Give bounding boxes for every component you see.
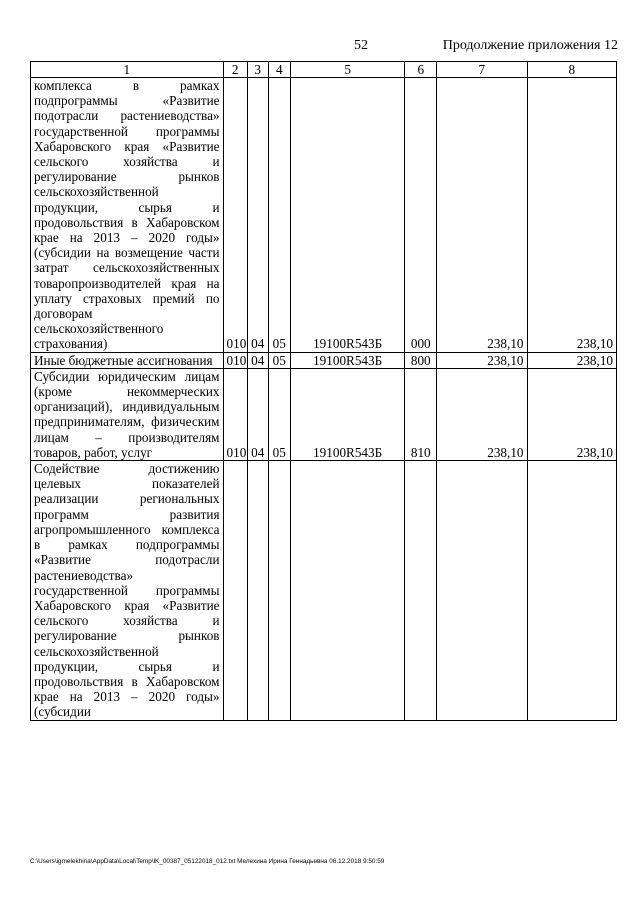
target-article-code: 19100R543Б xyxy=(290,368,405,460)
expense-type-code xyxy=(405,461,437,720)
table-row xyxy=(31,352,617,368)
appendix-continuation-note: Продолжение приложения 12 xyxy=(442,38,618,53)
row-description: Субсидии юридическим лицам (кроме некоммерческих организаций), индивидуальным предпринимателям, физическим лицам – производителям товаров, работ, услуг xyxy=(31,368,224,460)
amount-col8: 238,10 xyxy=(527,352,617,368)
column-header: 4 xyxy=(268,62,290,78)
amount-col8: 238,10 xyxy=(527,78,617,353)
table-row xyxy=(31,78,617,353)
table-header-row xyxy=(31,62,617,78)
expense-type-code: 810 xyxy=(405,368,437,460)
ministry-code: 010 xyxy=(223,352,247,368)
column-header: 2 xyxy=(223,62,247,78)
subsection-code xyxy=(268,461,290,720)
ministry-code xyxy=(223,461,247,720)
ministry-code: 010 xyxy=(223,78,247,353)
table-row xyxy=(31,368,617,460)
amount-col7 xyxy=(437,461,527,720)
column-header: 7 xyxy=(437,62,527,78)
amount-col7: 238,10 xyxy=(437,352,527,368)
expense-type-code: 800 xyxy=(405,352,437,368)
subsection-code: 05 xyxy=(268,78,290,353)
row-description: Содействие достижению целевых показателей реализации региональных программ развития агропромышленного комплекса в рамках подпрограммы «Развитие подотрасли растениеводства» государственной программы Хабаровского края «Развитие сельского хозяйства и регулирование рынков сельскохозяйственной продукции, сырья и продовольствия в Хабаровском крае на 2013 – 2020 годы» (субсидии xyxy=(31,461,224,720)
column-header: 5 xyxy=(290,62,405,78)
section-code: 04 xyxy=(247,368,268,460)
amount-col8 xyxy=(527,461,617,720)
document-footer-path: C:\Users\igmelekhina\AppData\Local\Temp\lK_00387_05122018_012.txt Мелехина Ирина Геннадьевна 06.12.2018 9:50:59 xyxy=(30,858,385,865)
subsection-code: 05 xyxy=(268,352,290,368)
row-description: Иные бюджетные ассигнования xyxy=(31,352,224,368)
target-article-code: 19100R543Б xyxy=(290,78,405,353)
target-article-code: 19100R543Б xyxy=(290,352,405,368)
column-header: 1 xyxy=(31,62,224,78)
ministry-code: 010 xyxy=(223,368,247,460)
section-code xyxy=(247,461,268,720)
page-number-text: 52 xyxy=(354,38,368,53)
column-header: 3 xyxy=(247,62,268,78)
column-header: 8 xyxy=(527,62,617,78)
subsection-code: 05 xyxy=(268,368,290,460)
section-code: 04 xyxy=(247,78,268,353)
row-description: комплекса в рамках подпрограммы «Развитие подотрасли растениеводства» государственной программы Хабаровского края «Развитие сельского хозяйства и регулирование рынков сельскохозяйственной продукции, сырья и продовольствия в Хабаровском крае на 2013 – 2020 годы» (субсидии на возмещение части затрат сельскохозяйственных товаропроизводителей края на уплату страховых премий по договорам сельскохозяйственного страхования) xyxy=(31,78,224,353)
expense-type-code: 000 xyxy=(405,78,437,353)
section-code: 04 xyxy=(247,352,268,368)
amount-col7: 238,10 xyxy=(437,368,527,460)
column-header: 6 xyxy=(405,62,437,78)
budget-table xyxy=(30,61,617,721)
amount-col7: 238,10 xyxy=(437,78,527,353)
table-row xyxy=(31,461,617,720)
target-article-code xyxy=(290,461,405,720)
amount-col8: 238,10 xyxy=(527,368,617,460)
